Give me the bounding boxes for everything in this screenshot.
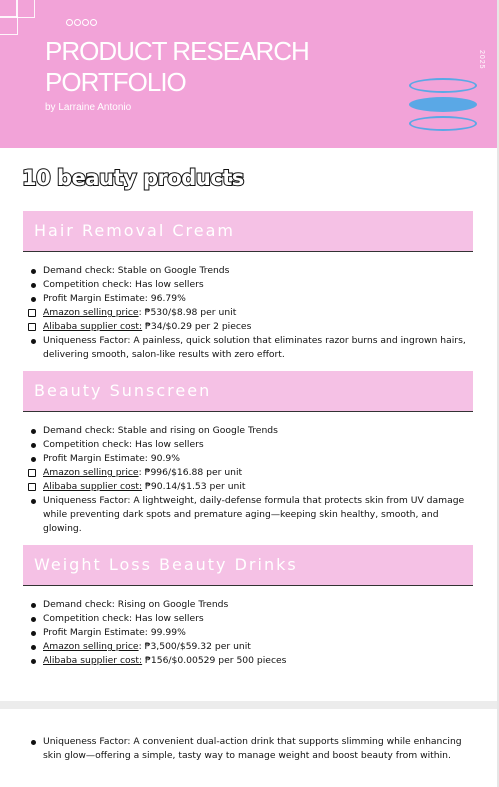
amazon-price-label: Amazon selling price [43, 467, 139, 478]
list-item [28, 735, 468, 763]
list-item [28, 598, 468, 612]
decor-square [0, 16, 18, 35]
competition-check: Competition check: Has low sellers [43, 439, 204, 450]
profit-margin: Profit Margin Estimate: 90.9% [43, 453, 180, 464]
list-item [28, 494, 468, 536]
list-item [28, 612, 468, 626]
product-section-header [23, 545, 473, 586]
uniqueness-factor: Uniqueness Factor: A convenient dual-action drink that supports slimming while enhancing skin glow—offering a simple, tasty way to manage weight and boost beauty from within. [43, 736, 462, 761]
year-label: 2025 [478, 50, 485, 70]
oval-outline [409, 116, 477, 131]
list-item [28, 626, 468, 640]
list-item [28, 320, 468, 334]
list-item [28, 438, 468, 452]
bullet-icon [31, 339, 36, 344]
uniqueness-factor: Uniqueness Factor: A lightweight, daily-defense formula that protects skin from UV damage while preventing dark spots and premature aging—keeping skin healthy, smooth, and glowing. [43, 495, 465, 534]
demand-check: Demand check: Stable on Google Trends [43, 265, 230, 276]
list-item [28, 278, 468, 292]
product-section-header [23, 371, 473, 412]
competition-check: Competition check: Has low sellers [43, 613, 204, 624]
alibaba-cost-label: Alibaba supplier cost: [43, 655, 143, 666]
product-details-list [28, 264, 468, 362]
checkbox-icon[interactable] [28, 309, 36, 317]
products-count-heading: 10 beauty products [22, 166, 244, 190]
bullet-icon [31, 659, 36, 664]
list-item [28, 452, 468, 466]
demand-check: Demand check: Rising on Google Trends [43, 599, 229, 610]
bullet-icon [31, 740, 36, 745]
bullet-icon [31, 269, 36, 274]
list-item [28, 654, 468, 668]
portfolio-title: PRODUCT RESEARCH PORTFOLIO [45, 36, 309, 97]
bullet-icon [31, 617, 36, 622]
bullet-icon [31, 631, 36, 636]
list-item [28, 424, 468, 438]
bullet-icon [31, 645, 36, 650]
list-item [28, 264, 468, 278]
amazon-price-value: : ₱530/$8.98 per unit [138, 307, 237, 318]
decor-ovals [409, 78, 477, 135]
competition-check: Competition check: Has low sellers [43, 279, 204, 290]
bullet-icon [31, 297, 36, 302]
page-break [0, 701, 499, 709]
product-details-list-continued [28, 735, 468, 763]
product-details-list [28, 424, 468, 536]
list-item [28, 466, 468, 480]
demand-check: Demand check: Stable and rising on Google Trends [43, 425, 278, 436]
bullet-icon [31, 429, 36, 434]
amazon-price-label: Amazon selling price [43, 307, 139, 318]
product-name: Beauty Sunscreen [34, 381, 212, 400]
checkbox-icon[interactable] [28, 323, 36, 331]
alibaba-cost-value: ₱90.14/$1.53 per unit [142, 481, 246, 492]
bullet-icon [31, 603, 36, 608]
bullet-icon [31, 443, 36, 448]
list-item [28, 334, 468, 362]
uniqueness-factor: Uniqueness Factor: A painless, quick solution that eliminates razor burns and ingrown hairs, delivering smooth, salon-like results with zero effort. [43, 335, 466, 360]
alibaba-cost-label: Alibaba supplier cost: [43, 321, 143, 332]
checkbox-icon[interactable] [28, 483, 36, 491]
alibaba-cost-value: ₱156/$0.00529 per 500 pieces [142, 655, 287, 666]
bullet-icon [31, 283, 36, 288]
product-name: Weight Loss Beauty Drinks [34, 555, 298, 574]
alibaba-cost-value: ₱34/$0.29 per 2 pieces [142, 321, 252, 332]
decor-dots [66, 11, 98, 30]
product-name: Hair Removal Cream [34, 221, 235, 240]
oval-filled [409, 97, 477, 112]
product-section-header [23, 211, 473, 252]
list-item [28, 292, 468, 306]
alibaba-cost-label: Alibaba supplier cost: [43, 481, 143, 492]
checkbox-icon[interactable] [28, 469, 36, 477]
list-item [28, 640, 468, 654]
bullet-icon [31, 499, 36, 504]
oval-outline [409, 78, 477, 93]
header-banner [0, 0, 497, 148]
decor-square [16, 0, 35, 18]
profit-margin: Profit Margin Estimate: 96.79% [43, 293, 186, 304]
list-item [28, 306, 468, 320]
amazon-price-value: : ₱996/$16.88 per unit [138, 467, 243, 478]
author-byline: by Larraine Antonio [45, 102, 132, 113]
profit-margin: Profit Margin Estimate: 99.99% [43, 627, 186, 638]
product-details-list [28, 598, 468, 668]
amazon-price-value: : ₱3,500/$59.32 per unit [138, 641, 251, 652]
list-item [28, 480, 468, 494]
amazon-price-label: Amazon selling price [43, 641, 139, 652]
bullet-icon [31, 457, 36, 462]
